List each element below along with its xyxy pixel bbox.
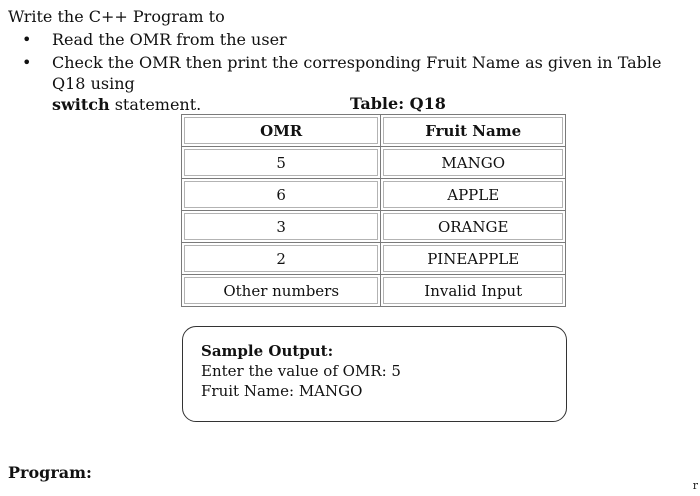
fruit-table [181,114,566,307]
table-row [182,275,566,307]
table-header-omr: OMR [182,115,381,147]
corner-mark: r [692,479,698,492]
table-header-row [182,115,566,147]
sample-output-title: Sample Output: [201,342,334,360]
table-cell-omr: Other numbers [182,275,381,307]
table-row [182,211,566,243]
table-header-fruit-name: Fruit Name [381,115,566,147]
table-cell-fruit: ORANGE [381,211,566,243]
bullet-text-main: Check the OMR then print the corresponding Fruit Name as given in Table Q18 using [52,53,662,93]
bullet-text-rest: statement. [109,95,202,114]
table-row [182,243,566,275]
table-cell-fruit: APPLE [381,179,566,211]
table-cell-fruit: MANGO [381,147,566,179]
sample-output-line: Fruit Name: MANGO [201,382,363,400]
sample-output-box [182,326,567,422]
instruction-intro: Write the C++ Program to [8,7,225,26]
bullet-item [22,29,698,50]
bullet-text-bold: switch [52,95,110,114]
program-label: Program: [8,463,92,482]
table-cell-fruit: PINEAPPLE [381,243,566,275]
bullet-dot-icon: • [22,53,32,72]
bullet-text: Read the OMR from the user [52,30,287,49]
table-caption: Table: Q18 [350,94,446,113]
table-cell-omr: 6 [182,179,381,211]
bullet-dot-icon: • [22,30,32,49]
sample-output-line: Enter the value of OMR: 5 [201,362,401,380]
table-row [182,179,566,211]
table-row [182,147,566,179]
table-cell-fruit: Invalid Input [381,275,566,307]
table-cell-omr: 5 [182,147,381,179]
table-cell-omr: 2 [182,243,381,275]
table-cell-omr: 3 [182,211,381,243]
